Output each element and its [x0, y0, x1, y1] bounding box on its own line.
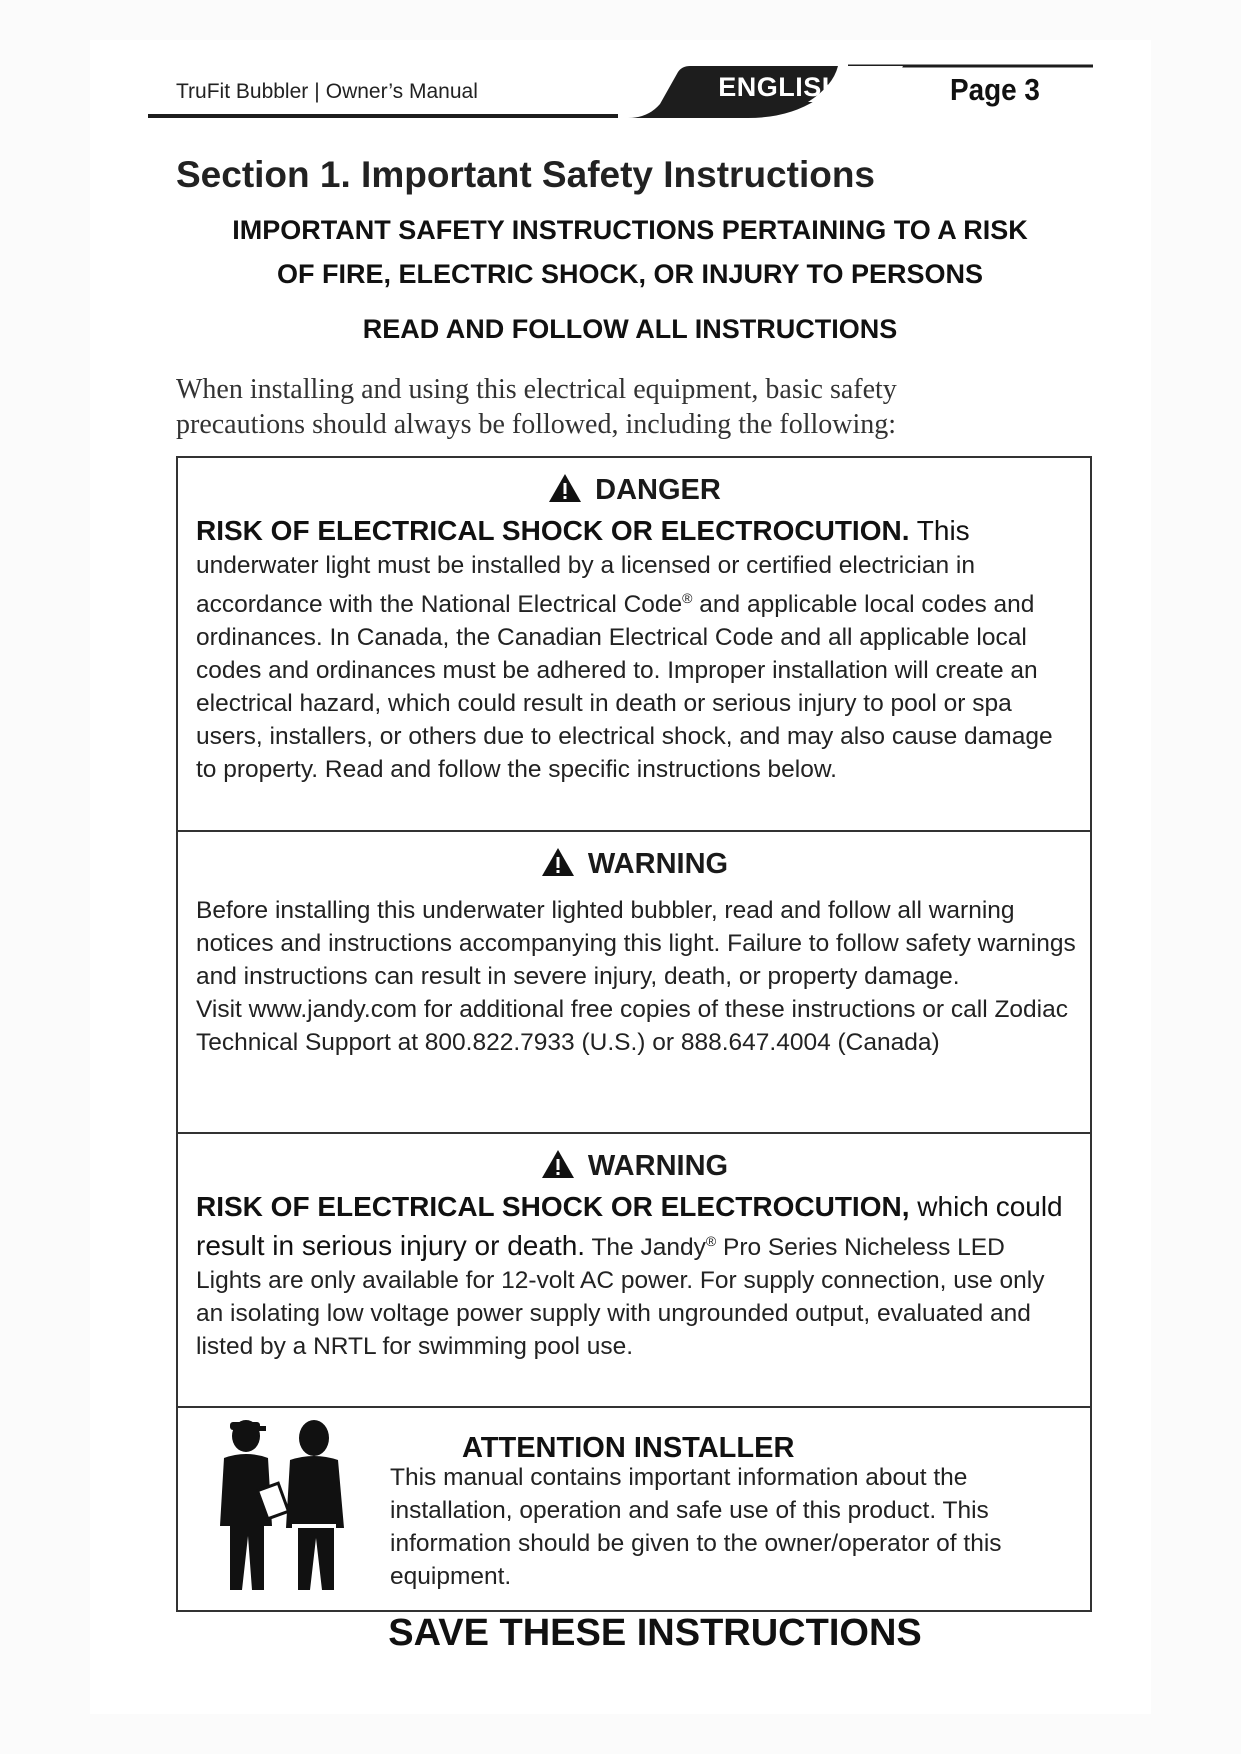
warning-triangle-icon	[540, 846, 576, 878]
warning-triangle-icon	[540, 1148, 576, 1180]
warning-triangle-icon	[547, 472, 583, 504]
warning-heading-1: WARNING	[178, 846, 1090, 881]
intro-text: When installing and using this electrical equipment, basic safety precautions should always be followed, including the following:	[176, 374, 897, 440]
installers-icon	[206, 1416, 356, 1592]
warning-box-2	[176, 1132, 1092, 1406]
header-document-title: TruFit Bubbler | Owner’s Manual	[176, 80, 478, 103]
warning-heading-2: WARNING	[178, 1148, 1090, 1183]
danger-text: RISK OF ELECTRICAL SHOCK OR ELECTROCUTION. This underwater light must be installed by a licensed or certified electrician in accordance with the National Electrical Code® and applicable local codes and ordinances. In Canada, the Canadian Electrical Code and all applicable local codes and ordinances must be adhered to. Improper installation will create an electrical hazard, which could result in death or serious injury to pool or spa users, installers, or others due to electrical shock, and may also cause damage to property. Read and follow the specific instructions below.	[196, 515, 1053, 784]
subhead-line-3: READ AND FOLLOW ALL INSTRUCTIONS	[362, 314, 898, 344]
warning-text-2: RISK OF ELECTRICAL SHOCK OR ELECTROCUTION, which could result in serious injury or death. The Jandy® Pro Series Nicheless LED Lights are only available for 12-volt AC power. For supply connection, use only an isolating low voltage power supply with ungrounded output, evaluated and listed by a NRTL for swimming pool use.	[196, 1191, 1063, 1361]
warning-box-1	[176, 830, 1092, 1132]
header-page-number: Page 3	[950, 72, 1040, 107]
section-title: Section 1. Important Safety Instructions	[176, 154, 876, 195]
subhead-line-1: IMPORTANT SAFETY INSTRUCTIONS PERTAINING TO A RISK	[232, 215, 1028, 245]
header-language: ENGLISH	[718, 72, 842, 102]
attention-text: This manual contains important information about the installation, operation and safe use of this product. This information should be given to the owner/operator of this equipment.	[390, 1464, 1002, 1590]
warning-text-1: Before installing this underwater lighted bubbler, read and follow all warning notices and instructions accompanying this light. Failure to follow safety warnings and instructions can result in severe injury, death, or property damage. Visit www.jandy.com for additional free copies of these instructions or call Zodiac Technical Support at 800.822.7933 (U.S.) or 888.647.4004 (Canada)	[196, 897, 1076, 1056]
subhead-line-2: OF FIRE, ELECTRIC SHOCK, OR INJURY TO PERSONS	[276, 259, 984, 289]
danger-heading: DANGER	[178, 472, 1090, 507]
save-instructions-footer: SAVE THESE INSTRUCTIONS	[388, 1612, 922, 1654]
danger-box	[176, 456, 1092, 830]
attention-heading: ATTENTION INSTALLER	[462, 1432, 795, 1464]
